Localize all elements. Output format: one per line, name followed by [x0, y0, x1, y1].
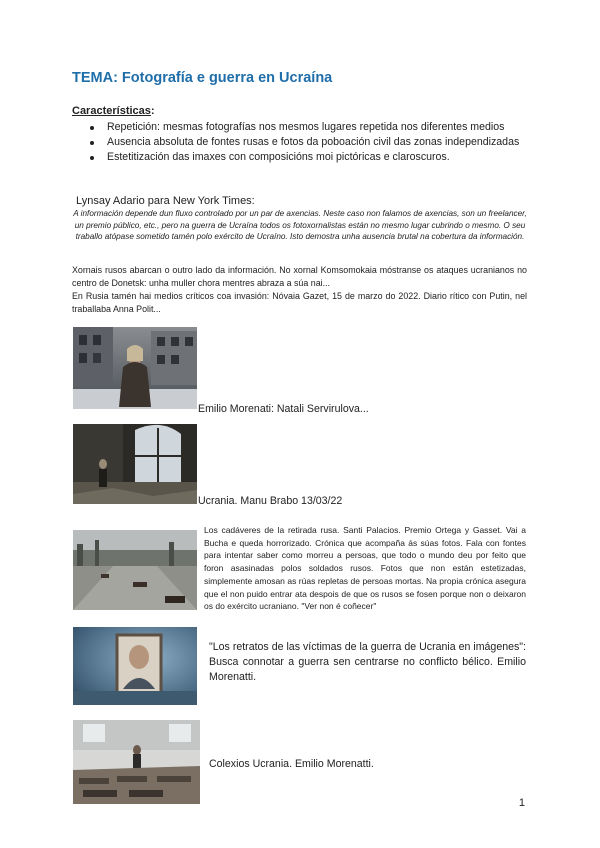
paragraph-russian-press: Xornais rusos abarcan o outro lado da información. No xornal Komsomokaia móstranse os ataques ucranianos no centro de Donetsk: unha muller chora mentres abraza a súa nai... — [72, 265, 527, 288]
photo-caption-3: Los cadáveres de la retirada rusa. Santi Palacios. Premio Ortega y Gasset. Vai a Bucha e queda horrorizado. Crónica que acompaña ás súas fotos. Fala con fontes para intentar saber como morreu a persoas, que todo o mundo deu por feito que foron asasinadas polos soldados rusos. Fotos que non están estetizadas, simplemente amosan as rúas repletas de persoas mortas. Na propia crónica asegura que el non puido entrar ata despois de que os rusos se fosen porque non o deixaron os do exército ucraniano. "Ver non é coñecer" — [204, 525, 526, 612]
adario-quote: A información depende dun fluxo controlado por un par de axencias. Neste caso non falamos de axencias, son un freelancer, un premio público, etc., pero na guerra de Ucraína todos os fotoxornalistas están no mesmo lugar cubrindo o mesmo. O seu traballo atópase sometido tamén polo exército de Ucraíno. Isto demostra unha ausencia brutal na cobertura da información. — [73, 209, 527, 241]
page-number: 1 — [518, 797, 525, 809]
photo-natali-servirulova — [73, 327, 197, 409]
features-colon: : — [150, 105, 155, 117]
list-item-text: Estetitización das imaxes con composicións moi pictóricas e claroscuros. — [107, 151, 450, 163]
adario-heading: Lynsay Adario para New York Times: — [76, 195, 255, 207]
list-item — [90, 120, 530, 135]
photo-ukraine-schools — [73, 720, 200, 804]
photo-caption-2: Ucrania. Manu Brabo 13/03/22 — [198, 495, 343, 507]
photo-caption-4: "Los retratos de las víctimas de la guerra de Ucrania en imágenes": Busca connotar a guerra sen centrarse no conflicto bélico. Emilio Morenatti. — [209, 641, 526, 683]
photo-manu-brabo — [73, 424, 197, 504]
bullet-icon — [90, 156, 94, 160]
photo-santi-palacios — [73, 530, 197, 610]
bullet-icon — [90, 126, 94, 130]
bullet-icon — [90, 141, 94, 145]
features-label: Características — [72, 105, 151, 117]
paragraph-critical-media: En Rusia tamén hai medios críticos coa invasión: Nóvaia Gazet, 15 de marzo do 2022. Diario rítico con Putin, nel traballaba Anna Polit... — [72, 291, 527, 314]
photo-caption-5: Colexios Ucrania. Emilio Morenatti. — [209, 758, 374, 770]
photo-caption-1: Emilio Morenati: Natali Servirulova... — [198, 403, 369, 415]
photo-victims-portraits — [73, 627, 197, 705]
features-heading — [72, 105, 155, 117]
list-item — [90, 135, 530, 150]
document-title: TEMA: Fotografía e guerra en Ucraína — [72, 70, 333, 86]
list-item — [90, 150, 530, 165]
list-item-text: Ausencia absoluta de fontes rusas e fotos da poboación civil das zonas independizadas — [107, 136, 520, 148]
features-list — [90, 120, 530, 165]
list-item-text: Repetición: mesmas fotografías nos mesmos lugares repetida nos diferentes medios — [107, 121, 505, 133]
